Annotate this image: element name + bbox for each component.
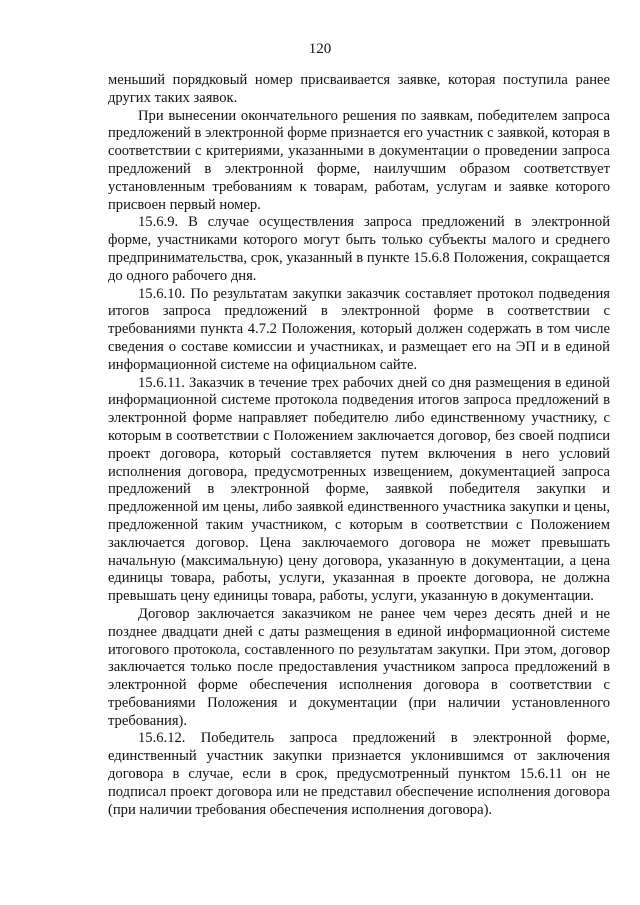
paragraph-15-6-9: [108, 214, 610, 285]
paragraph-15-6-11: [108, 375, 610, 606]
paragraph-text: При вынесении окончательного решения по заявкам, победителем запроса предложений в электронной форме признается его участник с заявкой, которая в соответствии с критериями, указанными в документации о проведении запроса предложений в электронной форме, наилучшим образом соответствует установленным требованиям к товарам, работам, услугам и заявке которого присвоен первый номер.: [108, 107, 610, 213]
paragraph-text: Заказчик в течение трех рабочих дней со дня размещения в единой информационной системе протокола подведения итогов запроса предложений в электронной форме направляет победителю либо единственному участнику, с которым в соответствии с Положением заключается договор, без своей подписи проект договора, который составляется путем включения в него условий исполнения договора, предусмотренных извещением, документацией запроса предложений в электронной форме, заявкой победителя закупки и предложенной им цены, либо заявкой единственного участника закупки и цены, предложенной таким участником, с которым в соответствии с Положением заключается договор. Цена заключаемого договора не может превышать начальную (максимальную) цену договора, указанную в документации, а цена единицы товара, работы, услуги, указанная в проекте договора, не должна превышать цену единицы товара, работы, услуги, указанную в документации.: [108, 374, 610, 605]
paragraph-text: По результатам закупки заказчик составляет протокол подведения итогов запроса предложений в электронной форме в соответствии с требованиями пункта 4.7.2 Положения, который должен содержать в том числе сведения о составе комиссии и участниках, и размещает его на ЭП и в единой информационной системе на официальном сайте.: [108, 285, 610, 373]
clause-number: 15.6.10.: [138, 285, 186, 302]
paragraph-15-6-12: [108, 730, 610, 819]
paragraph-15-6-10: [108, 286, 610, 375]
paragraph-continuation: [108, 72, 610, 108]
clause-number: 15.6.12.: [138, 730, 186, 747]
paragraph-contract-conclusion: [108, 606, 610, 731]
clause-number: 15.6.11.: [138, 374, 185, 391]
paragraph-text: Договор заключается заказчиком не ранее чем через десять дней и не позднее двадцати дней с даты размещения в единой информационной системе итогового протокола, составленного по результатам закупки. При этом, договор заключается только после предоставления участником запроса предложений в электронной форме обеспечения исполнения договора в соответствии с требованиями Положения и документации (при наличии установленного требования).: [108, 605, 610, 729]
paragraph-winner-decision: [108, 108, 610, 215]
clause-number: 15.6.9.: [138, 214, 179, 231]
paragraph-text: Победитель запроса предложений в электронной форме, единственный участник закупки признается уклонившимся от заключения договора в случае, если в срок, предусмотренный пунктом 15.6.11 он не подписал проект договора или не представил обеспечение исполнения договора (при наличии требования обеспечения исполнения договора).: [108, 730, 610, 818]
paragraph-text: меньший порядковый номер присваивается заявке, которая поступила ранее других таких заявок.: [108, 72, 610, 106]
page-number: 120: [308, 41, 332, 57]
document-body: [108, 72, 610, 819]
paragraph-text: В случае осуществления запроса предложений в электронной форме, участниками которого могут быть только субъекты малого и среднего предпринимательства, срок, указанный в пункте 15.6.8 Положения, сокращается до одного рабочего дня.: [108, 214, 610, 284]
